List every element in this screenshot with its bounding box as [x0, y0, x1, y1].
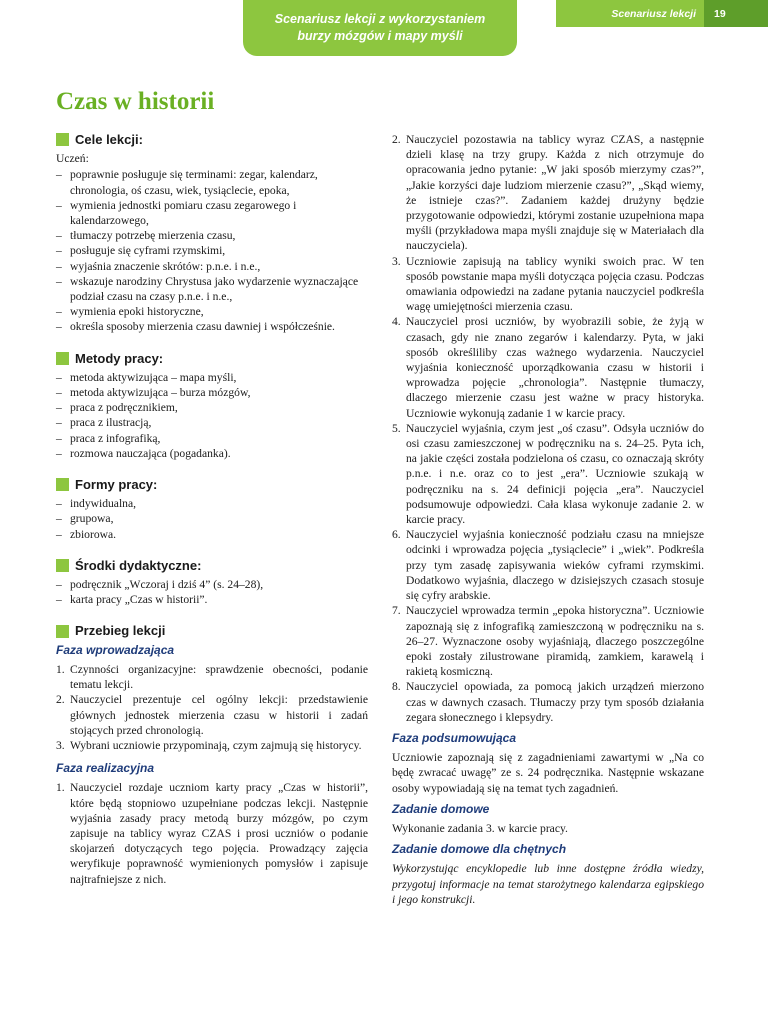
square-bullet-icon — [56, 133, 69, 146]
item-number: 2. — [56, 693, 65, 707]
goals-heading-text: Cele lekcji: — [75, 132, 143, 147]
list-item: – metoda aktywizująca – mapa myśli, — [56, 370, 368, 385]
list-item: – praca z ilustracją, — [56, 415, 368, 430]
homework-advanced-text: Wykorzystując encyklopedie lub inne dostępne źródła wiedzy, przygotuj informacje na temat starożytnego kalendarza egipskiego i jego konstrukcji. — [392, 862, 704, 906]
banner-line-1: Scenariusz lekcji z wykorzystaniem — [274, 12, 486, 26]
section-label: Scenariusz lekcji — [556, 0, 704, 27]
list-item — [56, 692, 368, 738]
homework-advanced-heading: Zadanie domowe dla chętnych — [392, 842, 567, 857]
item-number: 3. — [392, 254, 401, 268]
list-item: – określa sposoby mierzenia czasu dawniej i współcześnie. — [56, 319, 368, 334]
page-number: 19 — [704, 0, 768, 27]
item-number: 6. — [392, 528, 401, 542]
item-text: Czynności organizacyjne: sprawdzenie obecności, podanie tematu lekcji. — [70, 662, 368, 692]
homework-heading: Zadanie domowe — [392, 801, 490, 816]
list-item — [392, 527, 704, 603]
item-text: Nauczyciel prezentuje cel ogólny lekcji: przedstawienie głównych jednostek mierzenia czasu w historii i zadań stojących przed chronologią. — [70, 693, 368, 737]
square-bullet-icon — [56, 352, 69, 365]
list-item: – wskazuje narodziny Chrystusa jako wydarzenie wyznaczające podział czasu na czasy p.n.e. i n.e., — [56, 274, 368, 304]
intro-phase-list — [56, 662, 368, 753]
forms-heading — [56, 477, 368, 492]
list-item: – praca z infografiką, — [56, 431, 368, 446]
item-text: Nauczyciel rozdaje uczniom karty pracy „Czas w historii”, które będą stopniowo uzupełniane podczas lekcji. Następnie wyjaśnia zasady pracy metodą burzy mózgów, po czym zapisuje na tablicy wyraz CZAS i prosi uczniów o podanie skojarzeń dotyczących tego pojęcia. Prowadzący zajęcia weryfikuje poprawność wymienionych pomysłów i zapisuje najtrafniejsze z nich. — [70, 781, 368, 886]
item-text: Nauczyciel prosi uczniów, by wyobrazili sobie, że żyją w czasach, gdy nie znano zegarów i kalendarzy. Pyta, w jaki sposób określiliby czas ważnego wydarzenia. Nauczyciel wyjaśnia konieczność uporządkowania czasu w historii i wprowadza pojęcie „chronologia”. Następnie tłumaczy, dlaczego mierzenie czasu jest ważne w pracy historyka. Uczniowie wykonują zadanie 1 w karcie pracy. — [406, 315, 704, 420]
resources-heading-text: Środki dydaktyczne: — [75, 557, 202, 573]
course-section — [56, 623, 368, 886]
list-item: – wymienia jednostki pomiaru czasu zegarowego i kalendarzowego, — [56, 198, 368, 228]
methods-list — [56, 370, 368, 461]
methods-heading-text: Metody pracy: — [75, 350, 164, 366]
item-text: Nauczyciel wyjaśnia, czym jest „oś czasu”. Odsyła uczniów do osi czasu zamieszczonej w podręczniku na s. 24–25. Pyta ich, na jakie części została podzielona oś czasu, co oznaczają skróty p.n.e. i n.e. oraz co to jest „era”. Uczniowie szukają w podręczniku na s. 24 definicji pojęcia „era”. Nauczyciel podsumowuje odpowiedzi. Cała klasa wykonuje zadanie 2. w karcie pracy. — [406, 421, 704, 527]
main-phase-heading: Faza realizacyjna — [56, 761, 155, 776]
list-item: – zbiorowa. — [56, 527, 368, 542]
item-number: 8. — [392, 680, 401, 694]
item-text: Uczniowie zapisują na tablicy wyniki swoich prac. W ten sposób powstanie mapa myśli dotycząca pojęcia czasu. Podczas omawiania odpowiedzi na zadane pytania nauczyciel podkreśla wagę umiejętności mierzenia czasu. — [406, 254, 704, 314]
list-item — [56, 738, 368, 753]
item-number: 1. — [56, 781, 65, 795]
intro-phase-heading: Faza wprowadzająca — [56, 642, 175, 657]
item-number: 4. — [392, 315, 401, 329]
list-item: – indywidualna, — [56, 496, 368, 511]
item-number: 2. — [392, 133, 401, 146]
list-item: – karta pracy „Czas w historii”. — [56, 592, 368, 607]
forms-heading-text: Formy pracy: — [75, 477, 158, 493]
main-phase-list-right — [392, 132, 704, 725]
list-item: – praca z podręcznikiem, — [56, 400, 368, 415]
summary-phase-text: Uczniowie zapoznają się z zagadnieniami zawartymi w „Na co będę zwracać uwagę” ze s. 24 podręcznika. Następnie wskazane osoby wypowiadają się na temat tych zagadnień. — [392, 751, 704, 795]
item-text: Wybrani uczniowie przypominają, czym zajmują się historycy. — [70, 738, 362, 752]
list-item — [56, 662, 368, 692]
left-column — [56, 132, 368, 887]
item-number: 5. — [392, 421, 401, 435]
resources-list — [56, 577, 368, 607]
course-heading-text: Przebieg lekcji — [75, 623, 166, 639]
list-item — [392, 314, 704, 420]
goals-heading — [56, 132, 368, 147]
item-text: Nauczyciel wyjaśnia konieczność podziału czasu na mniejsze odcinki i wprowadza pojęcia „tysiąclecie” i „wiek”. Podkreśla przy tym zasadę zapisywania wieków cyframi rzymskimi. Dodatkowo wyjaśnia, dlaczego w dzisiejszych czasach stosuje się cyfry arabskie. — [406, 528, 704, 603]
item-number: 3. — [56, 738, 65, 752]
list-item: – metoda aktywizująca – burza mózgów, — [56, 385, 368, 400]
goals-list — [56, 167, 368, 334]
list-item — [392, 254, 704, 315]
item-number: 1. — [56, 662, 65, 676]
square-bullet-icon — [56, 625, 69, 638]
list-item: – podręcznik „Wczoraj i dziś 4” (s. 24–28), — [56, 577, 368, 592]
list-item: – grupowa, — [56, 511, 368, 526]
course-heading — [56, 623, 368, 638]
right-column — [392, 132, 704, 907]
goals-section — [56, 132, 368, 335]
resources-heading — [56, 558, 368, 573]
item-text: Nauczyciel opowiada, za pomocą jakich urządzeń mierzono czas w dawnych czasach. Tłumaczy przy tym sposób działania zegara słonecznego i klepsydry. — [406, 680, 704, 724]
item-text: Nauczyciel wprowadza termin „epoka historyczna”. Uczniowie zapoznają się z infografiką zamieszczoną w podręczniku na s. 26–27. Wyznaczone osoby wyjaśniają, dlaczego poszczególne epoki zostały zilustrowane piramidą, zamkiem, karawelą i rakietą kosmiczną. — [406, 604, 704, 679]
summary-phase-heading: Faza podsumowująca — [392, 730, 517, 745]
list-item: – rozmowa nauczająca (pogadanka). — [56, 446, 368, 461]
list-item — [392, 603, 704, 679]
header-banner — [243, 0, 517, 56]
list-item — [392, 679, 704, 725]
list-item: – posługuje się cyframi rzymskimi, — [56, 243, 368, 258]
list-item — [56, 780, 368, 886]
homework-text: Wykonanie zadania 3. w karcie pracy. — [392, 821, 568, 835]
list-item — [392, 421, 704, 527]
square-bullet-icon — [56, 559, 69, 572]
methods-heading — [56, 351, 368, 366]
goals-intro: Uczeń: — [56, 152, 89, 166]
resources-section — [56, 558, 368, 608]
square-bullet-icon — [56, 478, 69, 491]
forms-list — [56, 496, 368, 542]
list-item — [392, 132, 704, 254]
list-item: – tłumaczy potrzebę mierzenia czasu, — [56, 228, 368, 243]
methods-section — [56, 351, 368, 461]
banner-line-2: burzy mózgów i mapy myśli — [297, 29, 463, 43]
main-phase-list-left — [56, 780, 368, 886]
list-item: – wymienia epoki historyczne, — [56, 304, 368, 319]
forms-section — [56, 477, 368, 542]
page-title: Czas w historii — [56, 88, 215, 115]
list-item: – wyjaśnia znaczenie skrótów: p.n.e. i n.e., — [56, 259, 368, 274]
item-text: Nauczyciel pozostawia na tablicy wyraz CZAS, a następnie dzieli klasę na trzy grupy. Każda z nich otrzymuje do opracowania jedno pytanie: „W jaki sposób mierzymy czas?”, „Jakie korzyści daje ludziom mierzenie czasu?”, „Skąd wiemy, że istnieje czas?”. Zadaniem każdej drużyny będzie przygotowanie odpowiedzi, którymi zostanie uzupełniona mapa myśli (przykładowa mapa myśli znajduje się w Materiałach dla nauczyciela). — [406, 133, 704, 253]
item-number: 7. — [392, 604, 401, 618]
list-item: – poprawnie posługuje się terminami: zegar, kalendarz, chronologia, oś czasu, wiek, tysiąclecie, epoka, — [56, 167, 368, 197]
